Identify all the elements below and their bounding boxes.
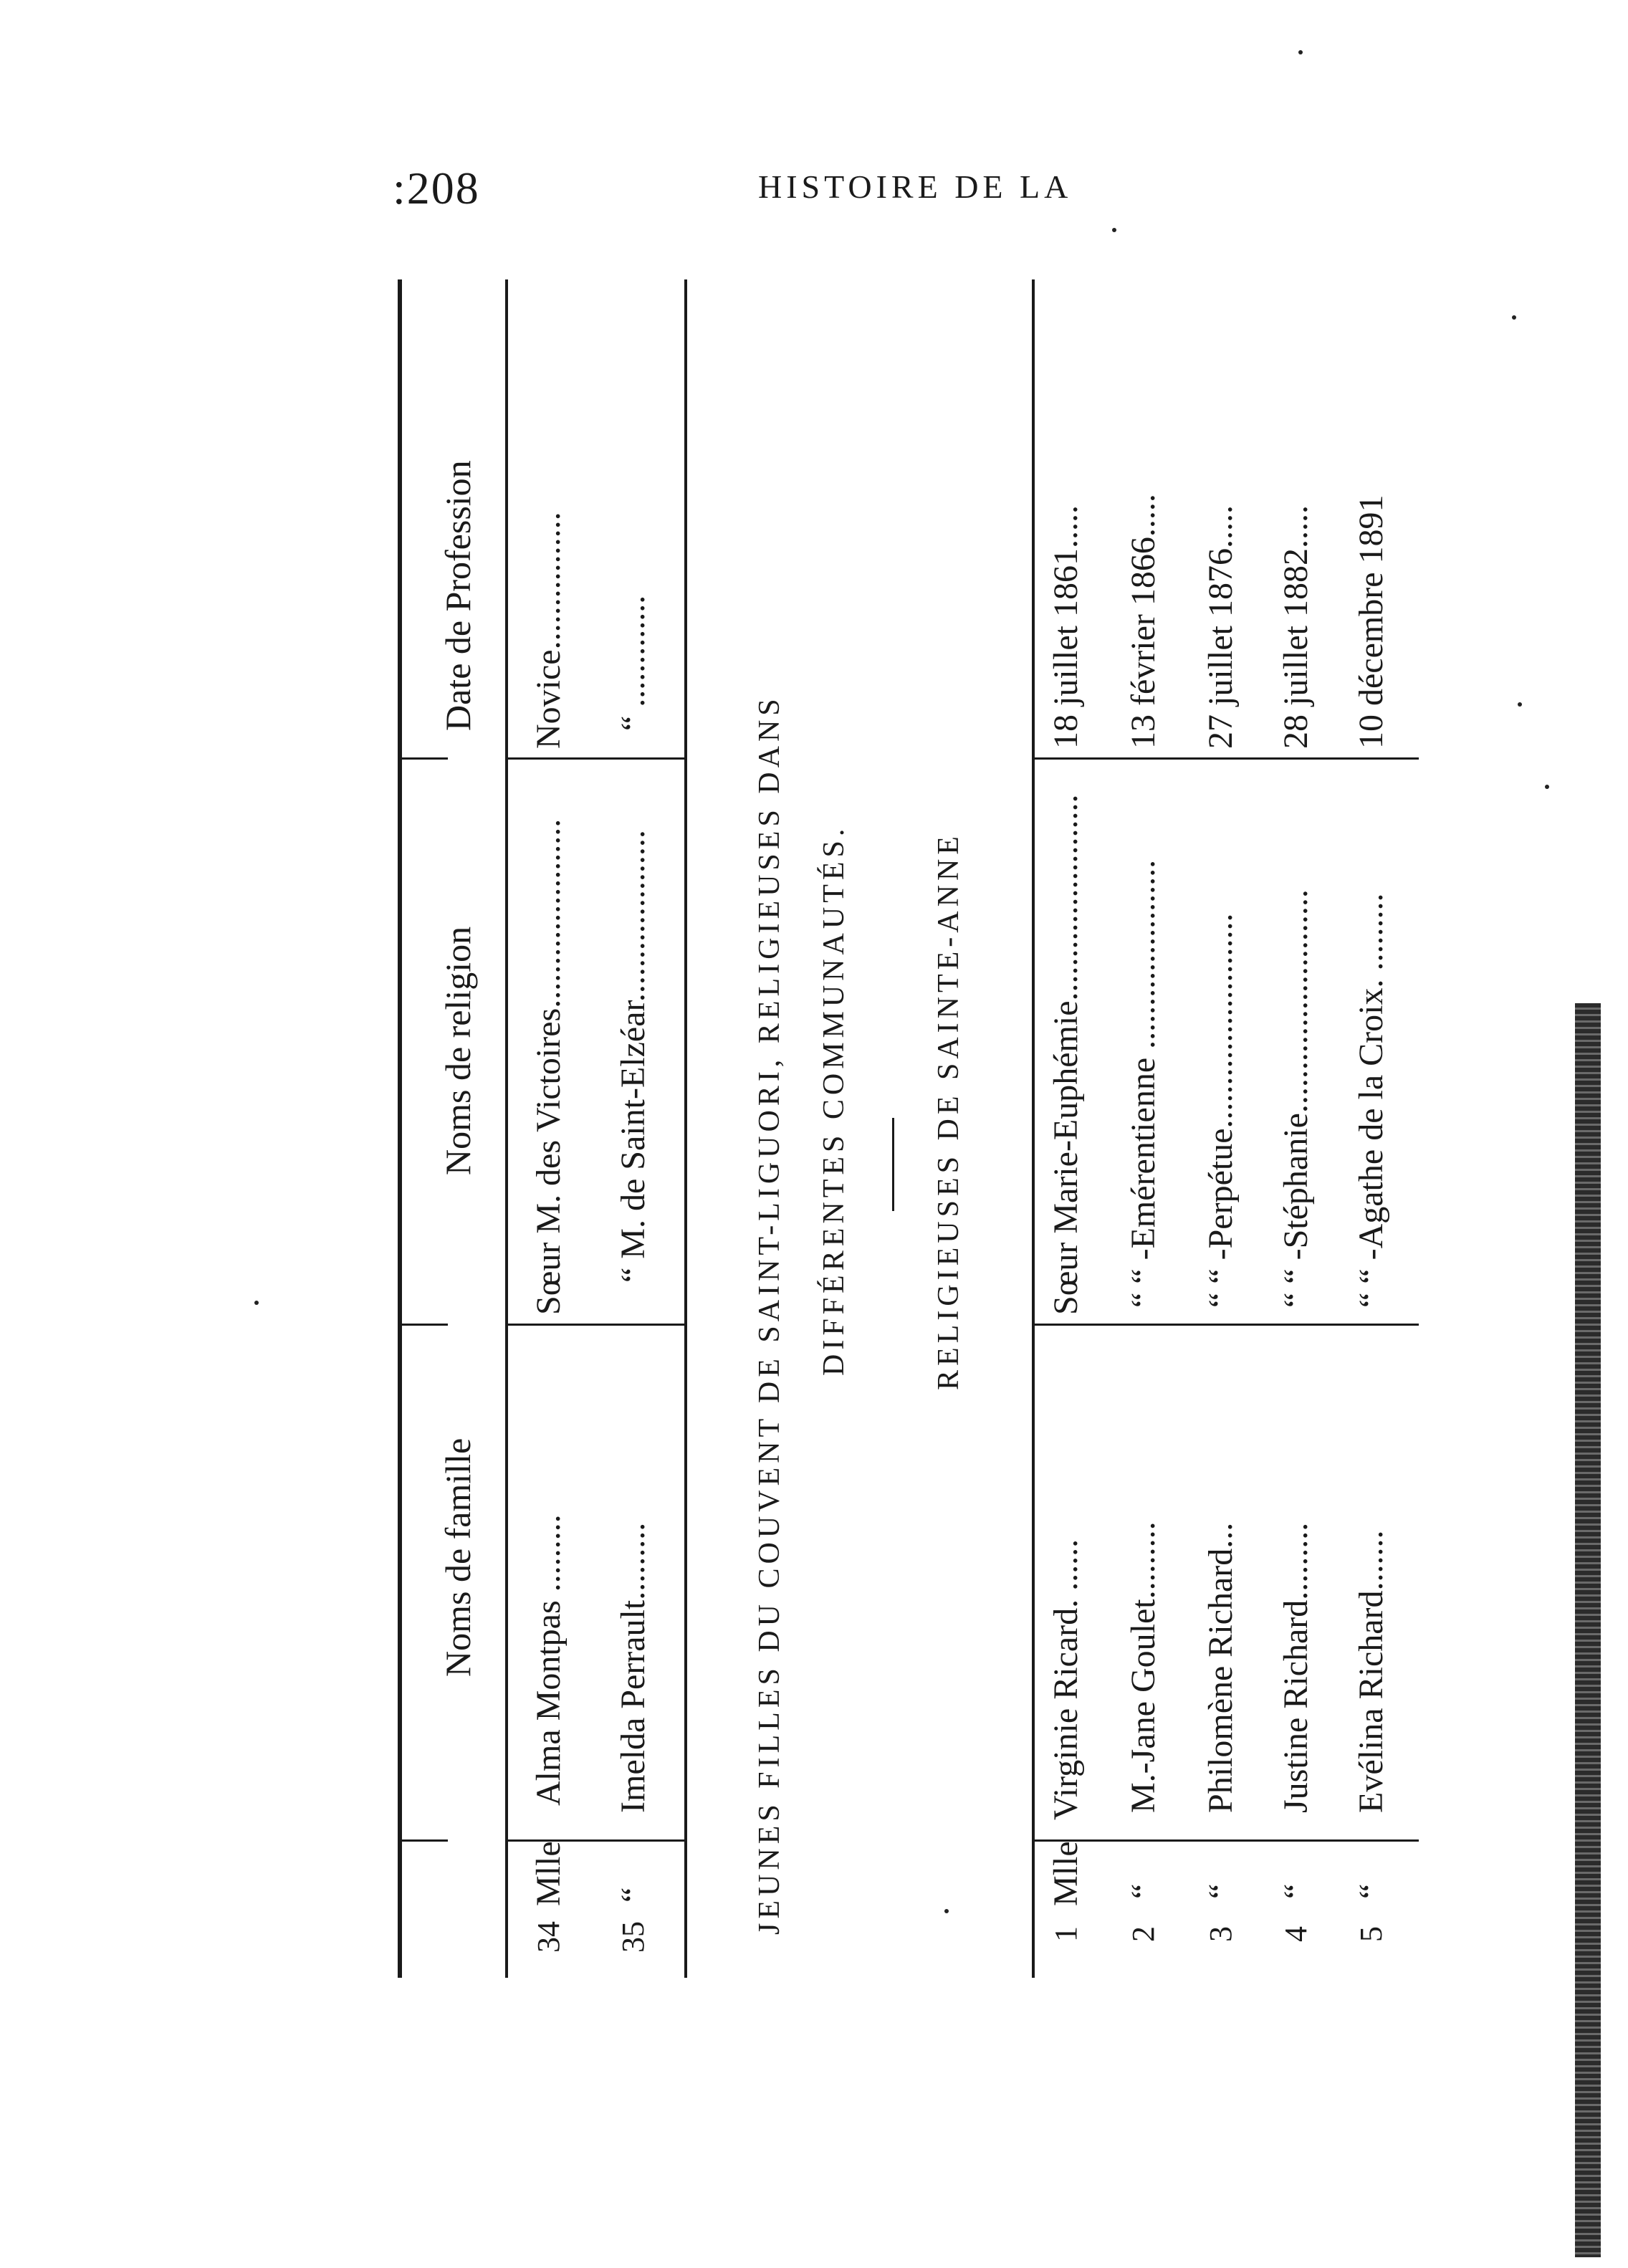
table-row-title: “ (1277, 1883, 1315, 1899)
table-row-date: 18 juillet 1861..... (1047, 505, 1085, 749)
table-row-religion: “ M. de Saint-Elzéar.................... (614, 830, 652, 1283)
scan-speck (1112, 228, 1116, 232)
table1-header-rule (505, 279, 508, 1978)
scan-edge-artifact (1575, 1003, 1601, 2257)
table-row-religion: Sœur M. des Victoires...................... (530, 818, 568, 1315)
table-row-family: Justine Richard......... (1277, 1522, 1315, 1813)
rotated-content (358, 258, 1455, 1992)
table-row-date: 13 février 1866..... (1124, 494, 1162, 749)
table-row-religion: “ “ -Perpétue......................... (1202, 913, 1240, 1308)
scan-speck (1512, 315, 1516, 320)
page-number: :208 (393, 163, 480, 214)
table-row-title: “ (1202, 1883, 1240, 1899)
scan-speck (944, 1909, 949, 1913)
table-row-number: 3 (1203, 1926, 1238, 1942)
table1-header-date: Date de Profession (438, 460, 478, 731)
table-row-family: Philomène Richard... (1202, 1522, 1240, 1813)
table-row-family: M.-Jane Goulet......... (1124, 1521, 1162, 1813)
table1-header-religion: Noms de religion (438, 926, 478, 1175)
table-row-religion: “ “ -Agathe de la Croix. ......... (1352, 893, 1390, 1308)
table-row-family: Evélina Richard....... (1352, 1530, 1390, 1813)
table-row-family: Imelda Perrault......... (614, 1522, 652, 1813)
table-row-religion: “ “ -Stéphanie.......................... (1277, 889, 1315, 1308)
table2-col-divider (1032, 1839, 1419, 1842)
table2-col-divider (1032, 757, 1419, 760)
table1-row-divider (505, 1324, 684, 1326)
table-row-number: 4 (1278, 1926, 1313, 1942)
table-row-number: 35 (616, 1921, 651, 1953)
section-title-line1: JEUNES FILLES DU COUVENT DE SAINT-LIGUORI, RELIGIEUSES DANS (753, 694, 786, 1935)
scan-speck (1518, 702, 1522, 707)
table-row-title: “ (1124, 1883, 1162, 1899)
table1-bottom-rule (684, 279, 687, 1978)
table1-col-divider (398, 1324, 448, 1326)
table-row-date: 27 juillet 1876..... (1202, 505, 1240, 749)
table-row-title: “ (1352, 1883, 1390, 1899)
section-subtitle: RELIGIEUSES DE SAINTE-ANNE (932, 832, 965, 1390)
table-row-title: “ (614, 1887, 652, 1903)
section-title-line2: DIFFÉRENTES COMMUNAUTÉS. (818, 824, 851, 1376)
table2-top-rule (1032, 279, 1035, 1978)
table-row-family: Alma Montpas ......... (530, 1514, 568, 1806)
running-title: HISTOIRE DE LA (758, 168, 1073, 205)
table-row-number: 2 (1126, 1926, 1161, 1942)
scan-speck (1545, 785, 1549, 789)
table2-col-divider (1032, 1324, 1419, 1326)
table-row-date: Novice................ (530, 512, 568, 749)
table-row-title: Mlle (1047, 1841, 1085, 1906)
table-row-family: Virginie Ricard. ...... (1047, 1539, 1085, 1820)
table1-top-rule (398, 279, 402, 1978)
table-row-date: 10 décembre 1891 (1352, 494, 1390, 749)
scan-speck (1298, 50, 1303, 54)
table1-row-divider (505, 757, 684, 760)
table-row-title: Mlle (530, 1841, 568, 1906)
table-row-religion: Sœur Marie-Euphémie........................ (1047, 794, 1085, 1315)
table-row-number: 5 (1354, 1926, 1389, 1942)
table1-col-divider (398, 757, 448, 760)
table1-header-family: Noms de famille (438, 1437, 478, 1677)
table-row-religion: “ “ -Emérentienne ...................... (1124, 859, 1162, 1308)
section-separator (892, 1118, 894, 1211)
table-row-number: 1 (1048, 1926, 1083, 1942)
table1-col-divider (398, 1839, 448, 1842)
table-row-date: “ ............. (614, 595, 652, 731)
table-row-number: 34 (531, 1921, 566, 1953)
table-row-date: 28 juillet 1882..... (1277, 505, 1315, 749)
scan-speck (254, 1301, 259, 1305)
